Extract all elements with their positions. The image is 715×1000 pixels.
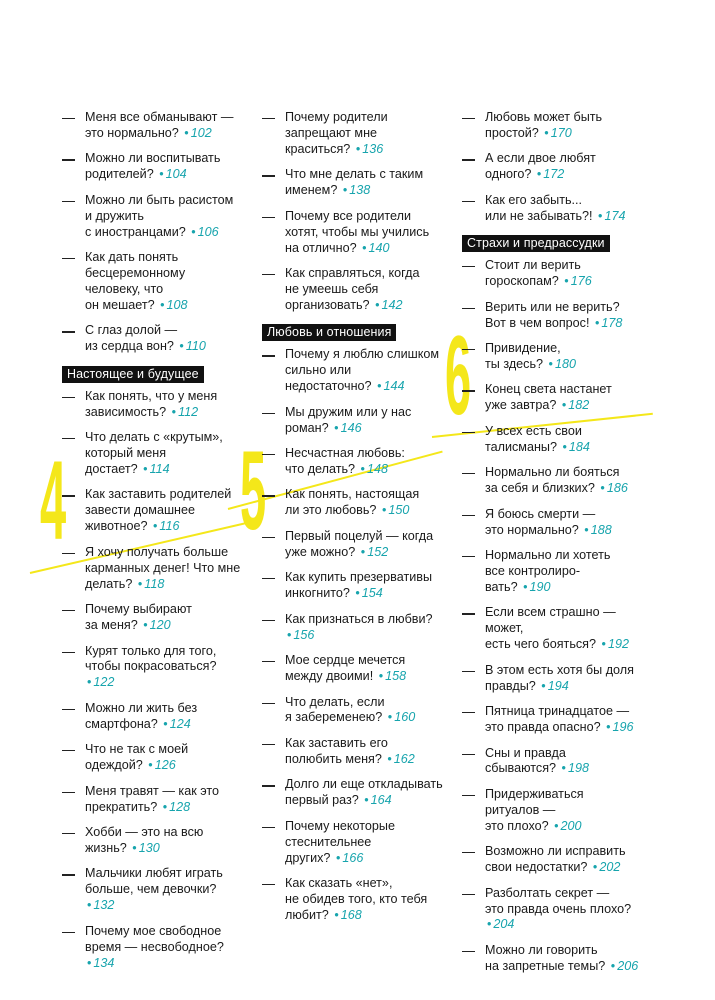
- bullet-dot: •: [163, 716, 168, 731]
- toc-entry[interactable]: [262, 736, 452, 768]
- question-text: Придерживаться ритуалов — это плохо?: [485, 786, 584, 833]
- question-text: Можно ли жить без смартфона?: [85, 700, 198, 731]
- page-reference: [285, 628, 314, 642]
- page-number: 132: [93, 898, 115, 913]
- page-reference: [85, 898, 114, 912]
- toc-entry[interactable]: [262, 529, 452, 561]
- bullet-dot: •: [148, 758, 153, 773]
- bullet-dot: •: [87, 898, 92, 913]
- page-number: 110: [185, 339, 206, 354]
- page-reference: [604, 720, 633, 734]
- toc-entry[interactable]: [262, 695, 452, 727]
- page-reference: [146, 758, 175, 772]
- page-number: 190: [529, 579, 551, 594]
- page-number: 202: [599, 860, 621, 875]
- bullet-dot: •: [334, 907, 339, 922]
- bullet-dot: •: [381, 503, 387, 518]
- question-text: Что делать с «крутым», который меня достает?: [85, 430, 223, 476]
- toc-entry[interactable]: [262, 446, 452, 478]
- page-number: 126: [154, 758, 176, 773]
- page-reference: [136, 577, 165, 591]
- page-reference: [157, 167, 186, 181]
- bullet-dot: •: [360, 544, 366, 559]
- toc-entry[interactable]: [462, 787, 652, 835]
- question-text: Что делать, если я забеременею?: [285, 694, 385, 725]
- page-reference: [521, 580, 550, 594]
- bullet-dot: •: [598, 208, 603, 223]
- bullet-dot: •: [355, 141, 361, 156]
- page-number: 182: [568, 398, 590, 413]
- toc-entry[interactable]: [462, 110, 652, 142]
- page-number: 184: [568, 439, 590, 454]
- toc-entry[interactable]: [62, 701, 252, 733]
- question-text: Стоит ли верить гороскопам?: [485, 258, 581, 289]
- toc-entry[interactable]: [462, 844, 652, 876]
- bullet-dot: •: [523, 579, 528, 594]
- page-reference: [334, 851, 363, 865]
- page-reference: [609, 959, 638, 973]
- bullet-dot: •: [362, 240, 367, 255]
- bullet-dot: •: [87, 675, 92, 690]
- question-text: Возможно ли исправить свои недостатки?: [485, 844, 626, 875]
- page-number: 142: [381, 297, 403, 312]
- toc-entry[interactable]: [62, 430, 252, 478]
- question-text: Почему выбирают за меня?: [85, 602, 192, 632]
- question-text: Меня все обманывают — это нормально?: [85, 110, 234, 140]
- page-reference: [141, 462, 170, 476]
- question-text: Если всем страшно — может, есть чего бояться?: [485, 605, 616, 652]
- section-header: Настоящее и будущее: [62, 366, 204, 383]
- page-reference: [542, 126, 571, 140]
- page-reference: [485, 917, 514, 931]
- question-text: Почему некоторые стеснительнее других?: [285, 818, 395, 865]
- toc-column-2: [262, 110, 452, 933]
- page-number: 134: [93, 955, 115, 970]
- question-text: Хобби — это на всю жизнь?: [85, 825, 204, 855]
- toc-entry[interactable]: [462, 548, 652, 596]
- bullet-dot: •: [137, 576, 143, 591]
- bullet-dot: •: [159, 167, 164, 182]
- page-number: 176: [570, 274, 592, 289]
- bullet-dot: •: [564, 274, 569, 289]
- page-reference: [130, 841, 159, 855]
- chapter-number-4: 4: [40, 438, 67, 563]
- bullet-dot: •: [592, 860, 598, 875]
- page-number: 140: [368, 240, 390, 255]
- page-number: 156: [293, 627, 315, 642]
- page-reference: [161, 800, 190, 814]
- bullet-dot: •: [377, 379, 382, 394]
- page-number: 118: [144, 576, 165, 591]
- question-text: Нормально ли хотеть все контролиро- вать?: [485, 548, 611, 594]
- page-number: 112: [178, 404, 199, 419]
- question-text: Как дать понять бесцеремонному человеку, что он мешает?: [85, 250, 186, 312]
- toc-column-1: [62, 110, 252, 981]
- toc-entry[interactable]: [62, 250, 252, 314]
- page-reference: [341, 183, 370, 197]
- question-text: Можно ли быть расистом и дружить с иностранцами?: [85, 192, 234, 239]
- toc-entry[interactable]: [62, 389, 252, 421]
- bullet-dot: •: [364, 793, 369, 808]
- bullet-dot: •: [600, 481, 605, 496]
- page-number: 106: [197, 224, 219, 239]
- question-text: Как заставить его полюбить меня?: [285, 735, 388, 766]
- toc-entry[interactable]: [262, 266, 452, 314]
- bullet-dot: •: [171, 404, 177, 419]
- question-text: Мы дружим или у нас роман?: [285, 404, 412, 435]
- question-text: Можно ли воспитывать родителей?: [85, 151, 221, 182]
- page-reference: [332, 421, 361, 435]
- toc-entry[interactable]: [62, 825, 252, 857]
- question-text: Как заставить родителей завести домашнее животное?: [85, 487, 232, 534]
- page-reference: [386, 710, 415, 724]
- toc-entry[interactable]: [262, 110, 452, 158]
- question-text: Как понять, настоящая ли это любовь?: [285, 487, 420, 518]
- page-reference: [332, 908, 361, 922]
- page-number: 186: [606, 481, 628, 496]
- question-text: А если двое любят одного?: [485, 151, 596, 182]
- question-text: Почему мое свободное время — несвободное?: [85, 923, 224, 954]
- question-text: Пятница тринадцатое — это правда опасно?: [485, 704, 630, 734]
- question-text: Верить или не верить? Вот в чем вопрос!: [485, 299, 620, 330]
- toc-entry[interactable]: [62, 784, 252, 816]
- bullet-dot: •: [360, 461, 365, 476]
- question-text: Несчастная любовь: что делать?: [285, 446, 405, 476]
- page-reference: [189, 225, 218, 239]
- bullet-dot: •: [335, 850, 341, 865]
- page-reference: [385, 752, 414, 766]
- question-text: Почему родители запрещают мне краситься?: [285, 110, 388, 156]
- toc-entry[interactable]: [462, 886, 652, 934]
- toc-entry[interactable]: [462, 704, 652, 736]
- toc-entry[interactable]: [462, 424, 652, 456]
- page-number: 164: [370, 793, 392, 808]
- bullet-dot: •: [606, 720, 611, 734]
- bullet-dot: •: [601, 637, 606, 652]
- question-text: Меня травят — как это прекратить?: [85, 783, 219, 814]
- page-reference: [582, 523, 611, 537]
- page-reference: [591, 860, 620, 874]
- page-number: 174: [604, 208, 626, 223]
- page-reference: [158, 298, 187, 312]
- toc-entry[interactable]: [462, 300, 652, 332]
- toc-entry[interactable]: [262, 209, 452, 257]
- question-text: Я боюсь смерти — это нормально?: [485, 506, 596, 537]
- bullet-dot: •: [162, 799, 168, 814]
- bullet-dot: •: [87, 955, 92, 970]
- page-reference: [151, 519, 180, 533]
- page-reference: [539, 679, 568, 693]
- question-text: Сны и правда сбываются?: [485, 745, 566, 776]
- page-reference: [560, 761, 589, 775]
- page-number: 154: [361, 586, 383, 601]
- page-reference: [535, 167, 564, 181]
- question-text: Разболтать секрет — это правда очень плохо?: [485, 885, 632, 916]
- bullet-dot: •: [561, 398, 567, 413]
- page-number: 192: [607, 637, 629, 652]
- page-number: 124: [169, 716, 191, 731]
- page-number: 152: [367, 544, 389, 559]
- question-text: В этом есть хотя бы доля правды?: [485, 662, 634, 693]
- question-text: Как справляться, когда не умеешь себя организовать?: [285, 266, 420, 312]
- page-reference: [598, 481, 627, 495]
- page-number: 136: [362, 141, 384, 156]
- page-number: 200: [560, 818, 582, 833]
- question-text: Долго ли еще откладывать первый раз?: [285, 777, 443, 808]
- page-number: 198: [567, 761, 589, 776]
- bullet-dot: •: [132, 840, 137, 855]
- toc-entry[interactable]: [262, 819, 452, 867]
- page-reference: [593, 316, 622, 330]
- page-reference: [560, 440, 589, 454]
- page-number: 194: [547, 678, 569, 693]
- page-number: 120: [149, 618, 171, 632]
- section-header: Страхи и предрассудки: [462, 235, 610, 252]
- question-text: Что не так с моей одеждой?: [85, 742, 189, 773]
- toc-entry[interactable]: [462, 605, 652, 653]
- page-reference: [359, 545, 388, 559]
- page-reference: [353, 586, 382, 600]
- toc-entry[interactable]: [62, 110, 252, 142]
- page-reference: [547, 357, 576, 371]
- question-text: Привидение, ты здесь?: [485, 341, 561, 371]
- page-number: 170: [550, 125, 572, 140]
- page-reference: [359, 462, 388, 476]
- bullet-dot: •: [334, 420, 339, 435]
- page-number: 166: [342, 850, 364, 865]
- bullet-dot: •: [554, 818, 559, 833]
- toc-entry[interactable]: [262, 487, 452, 519]
- page-number: 144: [383, 379, 405, 394]
- question-text: Нормально ли бояться за себя и близких?: [485, 465, 620, 496]
- page-reference: [560, 398, 589, 412]
- toc-entry[interactable]: [62, 151, 252, 183]
- toc-entry[interactable]: [262, 876, 452, 924]
- question-text: Любовь может быть простой?: [485, 110, 603, 140]
- toc-entry[interactable]: [262, 612, 452, 644]
- page-reference: [600, 637, 629, 651]
- bullet-dot: •: [548, 356, 553, 371]
- page-number: 168: [340, 907, 362, 922]
- page-number: 114: [149, 461, 170, 476]
- question-text: Как купить презервативы инкогнито?: [285, 570, 432, 601]
- toc-entry[interactable]: [462, 151, 652, 183]
- page-reference: [380, 503, 409, 517]
- question-text: Как сказать «нет», не обидев того, кто тебя любит?: [285, 876, 428, 922]
- toc-entry[interactable]: [62, 323, 252, 355]
- bullet-dot: •: [594, 315, 600, 330]
- bullet-dot: •: [562, 439, 567, 454]
- bullet-dot: •: [378, 669, 384, 683]
- question-text: Как его забыть... или не забывать?!: [485, 192, 593, 223]
- bullet-dot: •: [143, 461, 148, 476]
- page-number: 204: [493, 917, 515, 932]
- page-reference: [170, 405, 199, 419]
- page-reference: [375, 379, 404, 393]
- toc-entry[interactable]: [462, 507, 652, 539]
- page-reference: [552, 819, 581, 833]
- question-text: Как понять, что у меня зависимость?: [85, 388, 218, 419]
- page-reference: [360, 241, 389, 255]
- toc-entry[interactable]: [262, 167, 452, 199]
- page-number: 160: [394, 710, 416, 725]
- question-text: Можно ли говорить на запретные темы?: [485, 942, 606, 973]
- toc-entry[interactable]: [262, 347, 452, 395]
- page-reference: [177, 339, 206, 353]
- bullet-dot: •: [387, 751, 392, 766]
- toc-entry[interactable]: [62, 545, 252, 593]
- toc-entry[interactable]: [262, 570, 452, 602]
- bullet-dot: •: [541, 678, 546, 693]
- bullet-dot: •: [610, 958, 616, 973]
- page-reference: [141, 618, 170, 632]
- page-reference: [596, 209, 625, 223]
- question-text: Мое сердце мечется между двоими!: [285, 653, 406, 683]
- page-number: 148: [366, 461, 388, 476]
- page-number: 130: [138, 840, 160, 855]
- page-reference: [182, 126, 211, 140]
- bullet-dot: •: [544, 125, 549, 140]
- bullet-dot: •: [287, 627, 292, 642]
- question-text: Курят только для того, чтобы покрасоваться?: [85, 643, 217, 674]
- page-number: 116: [159, 519, 180, 534]
- page-number: 172: [543, 167, 565, 182]
- question-text: Я хочу получать больше карманных денег! Что мне делать?: [85, 544, 241, 591]
- toc-entry[interactable]: [62, 193, 252, 241]
- bullet-dot: •: [536, 167, 542, 182]
- bullet-dot: •: [191, 224, 196, 239]
- bullet-dot: •: [342, 183, 348, 198]
- section-header: Любовь и отношения: [262, 324, 396, 341]
- page-number: 108: [166, 297, 188, 312]
- page-number: 206: [617, 958, 639, 973]
- bullet-dot: •: [160, 297, 165, 312]
- toc-entry[interactable]: [262, 653, 452, 685]
- question-text: Почему я люблю слишком сильно или недостаточно?: [285, 347, 440, 394]
- bullet-dot: •: [152, 519, 158, 534]
- toc-entry[interactable]: [62, 644, 252, 692]
- bullet-dot: •: [487, 917, 492, 932]
- page-number: 102: [190, 125, 212, 140]
- page-number: 188: [590, 522, 612, 537]
- toc-entry[interactable]: [62, 866, 252, 914]
- page-reference: [85, 956, 114, 970]
- toc-entry[interactable]: [262, 777, 452, 809]
- page-reference: [354, 142, 383, 156]
- bullet-dot: •: [143, 618, 148, 632]
- chapter-number-5: 5: [240, 428, 267, 553]
- toc-entry[interactable]: [62, 487, 252, 535]
- bullet-dot: •: [179, 339, 184, 354]
- toc-entry[interactable]: [62, 924, 252, 972]
- page-reference: [161, 717, 190, 731]
- toc-entry[interactable]: [462, 465, 652, 497]
- page-reference: [373, 298, 402, 312]
- page-reference: [362, 793, 391, 807]
- page-number: 128: [169, 799, 191, 814]
- bullet-dot: •: [355, 586, 360, 601]
- toc-entry[interactable]: [462, 193, 652, 225]
- chapter-number-6: 6: [445, 313, 472, 438]
- question-text: Первый поцелуй — когда уже можно?: [285, 528, 434, 559]
- bullet-dot: •: [561, 761, 566, 776]
- page-number: 178: [601, 315, 623, 330]
- bullet-dot: •: [387, 710, 393, 725]
- page-number: 180: [554, 356, 576, 371]
- toc-entry[interactable]: [462, 258, 652, 290]
- toc-entry[interactable]: [62, 602, 252, 634]
- bullet-dot: •: [584, 522, 589, 537]
- page-number: 146: [340, 420, 362, 435]
- question-text: Конец света настанет уже завтра?: [485, 382, 612, 413]
- bullet-dot: •: [184, 125, 189, 140]
- question-text: Почему все родители хотят, чтобы мы учились на отлично?: [285, 208, 430, 255]
- page-reference: [85, 675, 114, 689]
- toc-entry[interactable]: [462, 943, 652, 975]
- page-number: 104: [165, 167, 187, 182]
- toc-entry[interactable]: [462, 746, 652, 778]
- toc-entry[interactable]: [462, 382, 652, 414]
- question-text: Как признаться в любви?: [285, 611, 433, 626]
- page-number: 158: [385, 669, 407, 683]
- toc-entry[interactable]: [462, 663, 652, 695]
- page-reference: [562, 274, 591, 288]
- question-text: С глаз долой — из сердца вон?: [85, 323, 178, 354]
- page-number: 122: [93, 675, 115, 690]
- bullet-dot: •: [375, 297, 380, 312]
- page-reference: [377, 669, 406, 683]
- question-text: Мальчики любят играть больше, чем девочки?: [85, 866, 223, 897]
- question-text: Что мне делать с таким именем?: [285, 167, 424, 198]
- page-number: 196: [612, 720, 634, 734]
- page-number: 138: [349, 183, 371, 198]
- toc-entry[interactable]: [262, 405, 452, 437]
- toc-entry[interactable]: [62, 742, 252, 774]
- toc-column-3: [462, 110, 652, 984]
- toc-entry[interactable]: [462, 341, 652, 373]
- question-text: У всех есть свои талисманы?: [485, 423, 582, 454]
- page-number: 150: [388, 503, 410, 518]
- page-number: 162: [393, 751, 415, 766]
